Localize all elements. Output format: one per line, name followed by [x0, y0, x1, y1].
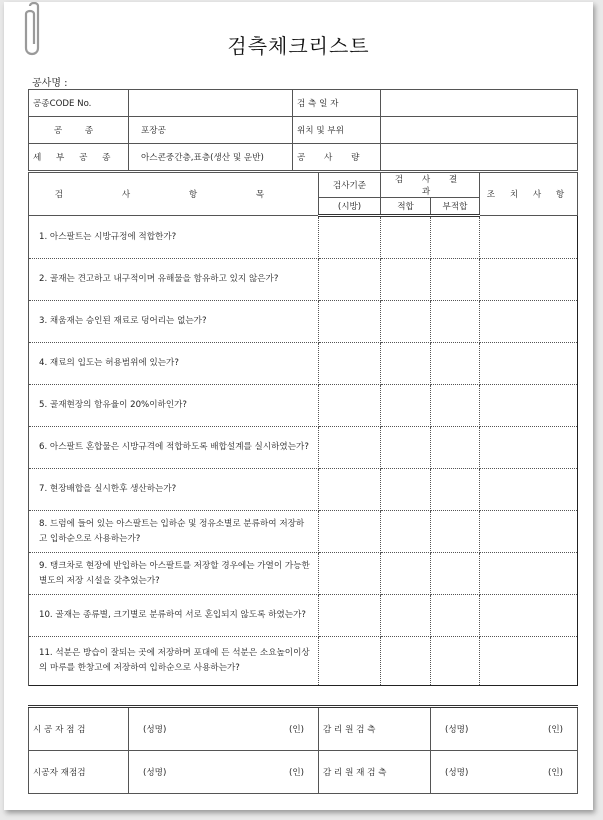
- contractor-recheck-sign[interactable]: [129, 751, 319, 794]
- question-8: 8. 드럼에 들어 있는 아스팔트는 입하순 및 정유소별로 분류하여 저장하고 입하순으로 사용하는가?: [29, 511, 319, 553]
- question-3: 3. 채움재는 승인된 재료로 덩어리는 없는가?: [29, 301, 319, 343]
- work-type-value[interactable]: 포장공: [129, 117, 293, 144]
- contractor-recheck-label: 시공자 재점검: [29, 751, 129, 794]
- action-cell[interactable]: [480, 553, 578, 595]
- seal-label: (인): [547, 768, 563, 778]
- code-label: 공종CODE No.: [29, 90, 129, 117]
- fail-cell[interactable]: [431, 637, 480, 686]
- detail-work-label: 세 부 공 종: [29, 144, 129, 171]
- quantity-value[interactable]: [381, 144, 578, 171]
- action-cell[interactable]: [480, 259, 578, 301]
- standard-cell[interactable]: [319, 595, 381, 637]
- pass-cell[interactable]: [381, 511, 431, 553]
- action-cell[interactable]: [480, 469, 578, 511]
- code-value[interactable]: [129, 90, 293, 117]
- question-1: 1. 아스팔트는 시방규정에 적합한가?: [29, 216, 319, 259]
- question-4: 4. 재료의 입도는 허용범위에 있는가?: [29, 343, 319, 385]
- standard-cell[interactable]: [319, 637, 381, 686]
- question-6: 6. 아스팔트 혼합물은 시방규격에 적합하도록 배합설계를 실시하였는가?: [29, 427, 319, 469]
- standard-cell[interactable]: [319, 553, 381, 595]
- name-label: (성명): [445, 725, 469, 735]
- pass-cell[interactable]: [381, 343, 431, 385]
- info-table: [28, 89, 578, 171]
- supervisor-check-sign[interactable]: [431, 707, 578, 751]
- pass-cell[interactable]: [381, 637, 431, 686]
- contractor-check-label: 시 공 자 점 검: [29, 707, 129, 751]
- standard-sub-header: (시방): [319, 198, 381, 216]
- supervisor-check-label: 감 리 원 검 측: [319, 707, 431, 751]
- seal-label: (인): [288, 768, 304, 778]
- date-label: 검 측 일 자: [293, 90, 381, 117]
- fail-cell[interactable]: [431, 595, 480, 637]
- signature-table: [28, 705, 578, 794]
- pass-cell[interactable]: [381, 385, 431, 427]
- supervisor-recheck-sign[interactable]: [431, 751, 578, 794]
- standard-cell[interactable]: [319, 427, 381, 469]
- pass-cell[interactable]: [381, 595, 431, 637]
- result-header: 검 사 결 과: [381, 173, 480, 198]
- fail-cell[interactable]: [431, 469, 480, 511]
- page-title: 검측체크리스트: [227, 34, 370, 58]
- question-9: 9. 탱크차로 현장에 반입하는 아스팔트를 저장할 경우에는 가열이 가능한 별도의 저장 시설을 갖추었는가?: [29, 553, 319, 595]
- pass-header: 적합: [381, 198, 431, 216]
- fail-cell[interactable]: [431, 553, 480, 595]
- standard-cell[interactable]: [319, 385, 381, 427]
- location-label: 위치 및 부위: [293, 117, 381, 144]
- fail-cell[interactable]: [431, 216, 480, 259]
- detail-work-value[interactable]: 아스콘중간층,표층(생산 및 운반): [129, 144, 293, 171]
- standard-cell[interactable]: [319, 259, 381, 301]
- action-cell[interactable]: [480, 511, 578, 553]
- fail-cell[interactable]: [431, 301, 480, 343]
- pass-cell[interactable]: [381, 469, 431, 511]
- supervisor-recheck-label: 감 리 원 재 검 측: [319, 751, 431, 794]
- name-label: (성명): [143, 725, 167, 735]
- name-label: (성명): [445, 768, 469, 778]
- action-cell[interactable]: [480, 595, 578, 637]
- question-7: 7. 현장배합을 실시한후 생산하는가?: [29, 469, 319, 511]
- fail-cell[interactable]: [431, 343, 480, 385]
- action-cell[interactable]: [480, 385, 578, 427]
- location-value[interactable]: [381, 117, 578, 144]
- pass-cell[interactable]: [381, 216, 431, 259]
- seal-label: (인): [288, 725, 304, 735]
- pass-cell[interactable]: [381, 301, 431, 343]
- action-cell[interactable]: [480, 301, 578, 343]
- seal-label: (인): [547, 725, 563, 735]
- question-11: 11. 석분은 방습이 잘되는 곳에 저장하며 포대에 든 석분은 소요높이이상의 마루를 한창고에 저장하여 입하순으로 사용하는가?: [29, 637, 319, 686]
- action-cell[interactable]: [480, 637, 578, 686]
- pass-cell[interactable]: [381, 553, 431, 595]
- question-5: 5. 골재현장의 함유율이 20%이하인가?: [29, 385, 319, 427]
- action-cell[interactable]: [480, 427, 578, 469]
- action-header: 조 치 사 항: [480, 173, 578, 216]
- action-cell[interactable]: [480, 216, 578, 259]
- contractor-check-sign[interactable]: [129, 707, 319, 751]
- pass-cell[interactable]: [381, 259, 431, 301]
- work-type-label: 공 종: [29, 117, 129, 144]
- fail-cell[interactable]: [431, 511, 480, 553]
- action-cell[interactable]: [480, 343, 578, 385]
- question-2: 2. 골재는 견고하고 내구적이며 유해물을 함유하고 있지 않은가?: [29, 259, 319, 301]
- fail-cell[interactable]: [431, 259, 480, 301]
- standard-cell[interactable]: [319, 343, 381, 385]
- fail-cell[interactable]: [431, 385, 480, 427]
- standard-cell[interactable]: [319, 216, 381, 259]
- standard-header: 검사기준: [319, 173, 381, 198]
- name-label: (성명): [143, 768, 167, 778]
- standard-cell[interactable]: [319, 511, 381, 553]
- standard-cell[interactable]: [319, 469, 381, 511]
- fail-cell[interactable]: [431, 427, 480, 469]
- project-name-label: 공사명 :: [32, 78, 68, 89]
- quantity-label: 공 사 량: [293, 144, 381, 171]
- standard-cell[interactable]: [319, 301, 381, 343]
- question-10: 10. 골재는 종류별, 크기별로 분류하여 서로 혼입되지 않도록 하였는가?: [29, 595, 319, 637]
- checklist-table: [28, 172, 578, 686]
- pass-cell[interactable]: [381, 427, 431, 469]
- fail-header: 부적합: [431, 198, 480, 216]
- items-header: 검 사 항 목: [29, 173, 319, 216]
- date-value[interactable]: [381, 90, 578, 117]
